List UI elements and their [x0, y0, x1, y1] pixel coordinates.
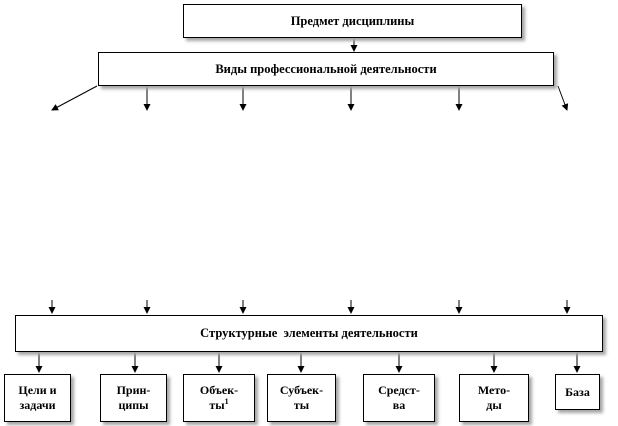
- element-goals-line2: задачи: [19, 398, 56, 412]
- element-objects-line2: ты: [209, 398, 225, 412]
- element-means-line1: Средст-: [378, 383, 420, 397]
- element-principles-line2: ципы: [118, 398, 149, 412]
- subject-box: [183, 4, 522, 38]
- element-goals-line1: Цели и: [18, 383, 57, 397]
- element-objects-footnote: 1: [224, 397, 229, 406]
- element-principles-line1: Прин-: [116, 383, 151, 397]
- arrow-activities-6: [558, 86, 567, 110]
- element-means-line2: ва: [392, 398, 406, 412]
- element-methods-line2: ды: [486, 398, 502, 412]
- element-goals-box: [4, 374, 71, 422]
- activities-box: [98, 52, 554, 86]
- element-methods-box: [459, 374, 529, 422]
- element-subjects-box: [267, 374, 336, 422]
- activities-label: Виды профессиональной деятельности: [215, 61, 437, 76]
- element-base-line1: База: [565, 384, 590, 399]
- structure-box: [15, 315, 603, 352]
- element-objects-line1: Объек-: [199, 383, 239, 397]
- element-principles-box: [100, 374, 167, 422]
- arrow-activities-1: [52, 86, 97, 110]
- element-methods-line1: Мето-: [477, 383, 511, 397]
- element-subjects-line2: ты: [293, 398, 310, 412]
- subject-label: Предмет дисциплины: [290, 13, 415, 28]
- element-objects-line2-wrap: [200, 398, 238, 413]
- element-objects-box: [183, 374, 255, 422]
- element-means-box: [363, 374, 435, 422]
- structure-label: Структурные элементы деятельности: [200, 326, 418, 340]
- element-subjects-line1: Субъек-: [279, 383, 324, 397]
- element-base-box: [555, 374, 600, 410]
